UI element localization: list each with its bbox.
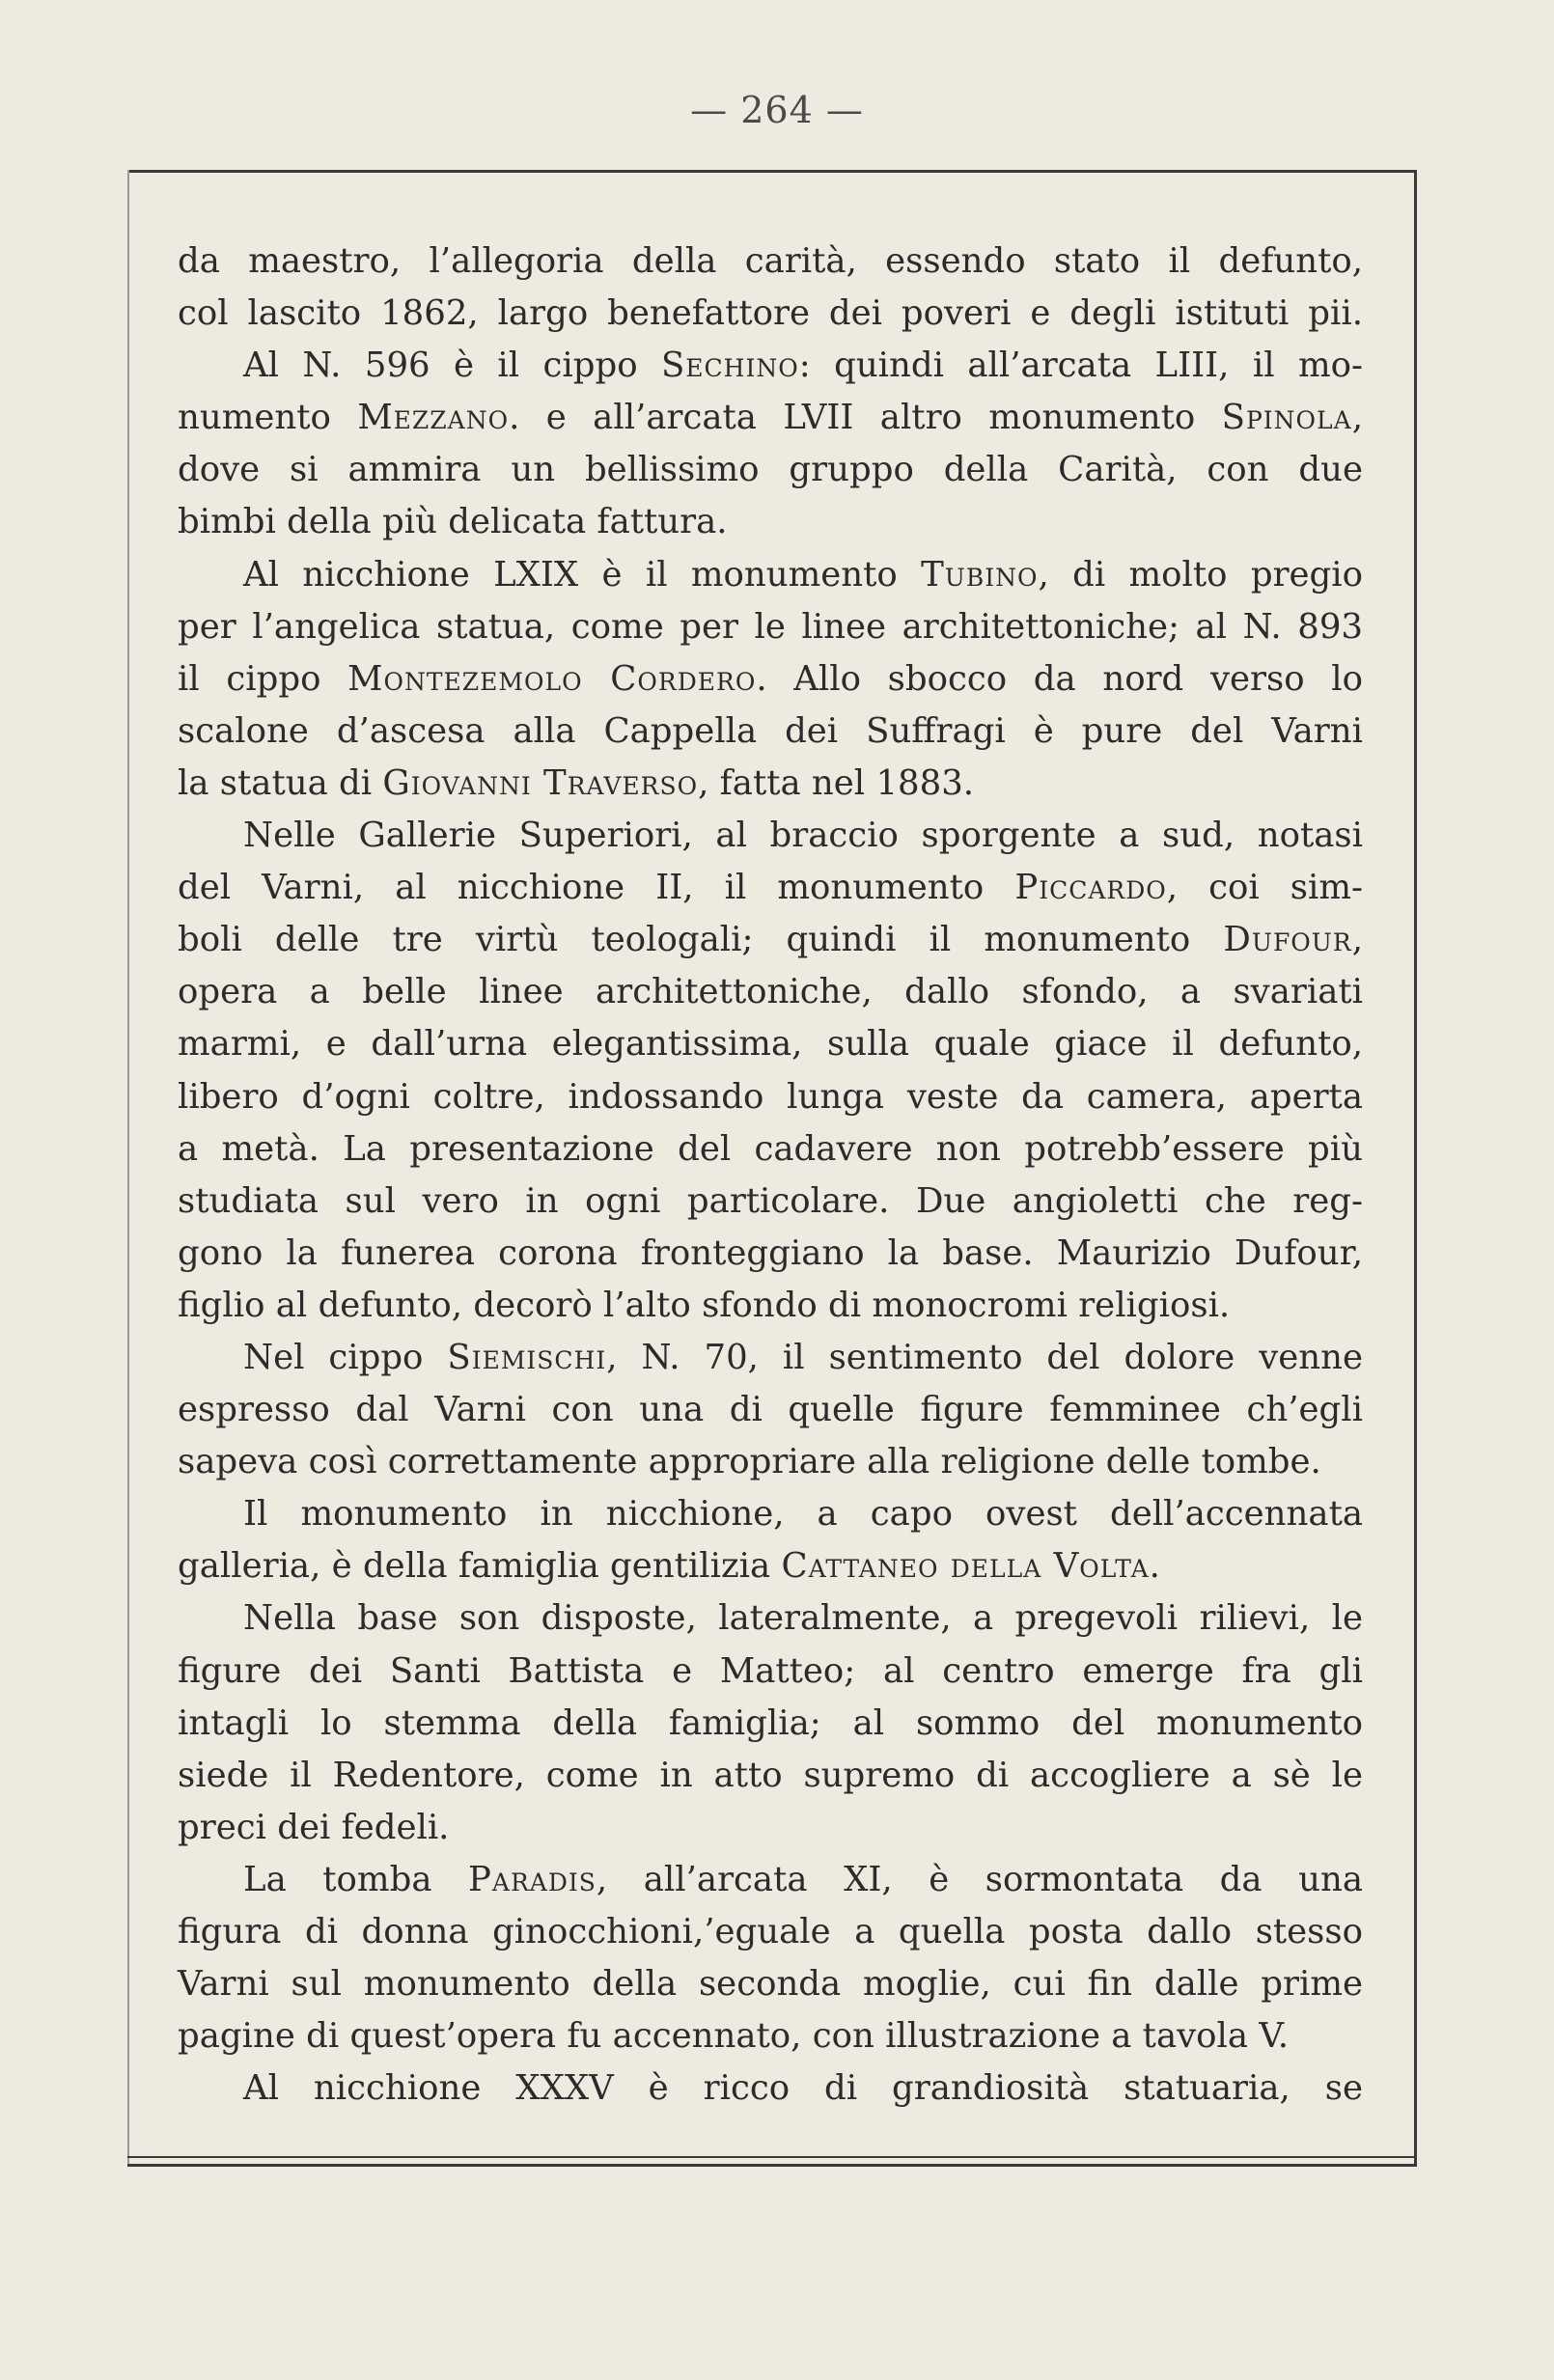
text-line <box>178 966 1363 1018</box>
text-segment: bimbi della più delicata fattura. <box>178 502 728 542</box>
text-segment: studiata sul vero in ogni particolare. Due angioletti che reg- <box>178 1180 1363 1221</box>
text-line <box>178 1436 1363 1488</box>
text-line <box>178 1592 1363 1645</box>
text-segment: scalone d’ascesa alla Cappella dei Suffragi è pure del Varni <box>178 710 1363 751</box>
text-line <box>178 1854 1363 1906</box>
text-segment: , all’arcata XI, è sormontata da una <box>596 1859 1364 1899</box>
text-line <box>178 1488 1363 1540</box>
text-segment: La tomba <box>243 1859 469 1899</box>
text-line <box>178 444 1363 496</box>
text-segment: , di molto pregio <box>1038 554 1363 595</box>
text-segment: : quindi all’arcata LIII, il mo- <box>798 346 1363 386</box>
text-segment: la statua di <box>178 762 383 803</box>
proper-name: Mezzano <box>357 398 510 438</box>
text-line <box>178 1018 1363 1070</box>
text-segment: espresso dal Varni con una di quelle figure femminee ch’egli <box>178 1390 1363 1430</box>
text-segment: , N. 70, il sentimento del dolore venne <box>606 1337 1363 1377</box>
proper-name: Giovanni Traverso <box>382 762 699 803</box>
text-segment: Al nicchione LXIX è il monumento <box>243 554 922 595</box>
text-line <box>178 914 1363 966</box>
proper-name: Montezemolo Cordero <box>347 658 757 699</box>
text-line <box>178 810 1363 862</box>
text-segment: opera a belle linee architettoniche, dallo sfondo, a svariati <box>178 972 1363 1012</box>
text-segment: Al N. 596 è il cippo <box>243 346 661 386</box>
page-number: — 264 — <box>690 89 864 131</box>
text-segment: . Allo sbocco da nord verso lo <box>756 658 1363 699</box>
text-segment: , <box>1351 398 1363 438</box>
text-line <box>178 1698 1363 1750</box>
text-segment: siede il Redentore, come in atto supremo di accogliere a sè le <box>178 1755 1363 1795</box>
body-text <box>178 235 1363 2115</box>
text-line <box>178 1540 1363 1592</box>
text-line <box>178 340 1363 392</box>
text-segment: Nella base son disposte, lateralmente, a pregevoli rilievi, le <box>243 1598 1363 1639</box>
text-line <box>178 1123 1363 1176</box>
text-line <box>178 1071 1363 1123</box>
text-segment: preci dei fedeli. <box>178 1807 450 1847</box>
proper-name: Paradis <box>468 1859 597 1899</box>
text-segment: Il monumento in nicchione, a capo ovest dell’accennata <box>243 1494 1363 1535</box>
frame-bottom-rule-double <box>127 2164 1417 2167</box>
proper-name: Sechino <box>660 346 799 386</box>
text-segment: . e all’arcata LVII altro monumento <box>509 398 1222 438</box>
proper-name: Spinola <box>1221 398 1352 438</box>
text-line <box>178 1176 1363 1228</box>
text-segment: del Varni, al nicchione II, il monumento <box>178 868 1015 908</box>
text-line <box>178 496 1363 548</box>
text-segment: . <box>1149 1546 1160 1587</box>
text-segment: galleria, è della famiglia gentilizia <box>178 1546 782 1587</box>
text-line <box>178 2062 1363 2115</box>
text-line <box>178 1958 1363 2010</box>
text-segment: Al nicchione XXXV è ricco di grandiosità statuaria, se <box>243 2068 1363 2109</box>
text-segment: intagli lo stemma della famiglia; al sommo del monumento <box>178 1702 1363 1743</box>
text-line <box>178 862 1363 914</box>
text-segment: da maestro, l’allegoria della carità, essendo stato il defunto, <box>178 241 1363 281</box>
text-segment: a metà. La presentazione del cadavere non potrebb’essere più <box>178 1128 1363 1169</box>
text-segment: per l’angelica statua, come per le linee architettoniche; al N. 893 <box>178 606 1363 647</box>
text-segment: Nel cippo <box>243 1337 448 1377</box>
text-line <box>178 392 1363 444</box>
text-segment: pagine di quest’opera fu accennato, con illustrazione a tavola V. <box>178 2016 1290 2057</box>
frame-bottom-rule <box>127 2156 1417 2158</box>
text-segment: il cippo <box>178 658 348 699</box>
text-segment: , coi sim- <box>1166 868 1363 908</box>
text-segment: sapeva così correttamente appropriare alla religione delle tombe. <box>178 1442 1321 1482</box>
frame-right-rule <box>1414 170 1417 2166</box>
text-line <box>178 2010 1363 2062</box>
text-line <box>178 758 1363 810</box>
text-line <box>178 706 1363 758</box>
text-line <box>178 1228 1363 1280</box>
text-segment: Nelle Gallerie Superiori, al braccio sporgente a sud, notasi <box>243 816 1363 856</box>
text-line <box>178 288 1363 340</box>
text-line <box>178 601 1363 653</box>
text-segment: figure dei Santi Battista e Matteo; al centro emerge fra gli <box>178 1650 1363 1691</box>
text-segment: , fatta nel 1883. <box>698 762 975 803</box>
text-line <box>178 235 1363 288</box>
text-segment: boli delle tre virtù teologali; quindi il monumento <box>178 920 1224 960</box>
text-line <box>178 1646 1363 1698</box>
frame-top-rule <box>127 170 1417 173</box>
text-line <box>178 1802 1363 1854</box>
proper-name: Piccardo <box>1014 868 1167 908</box>
text-segment: figura di donna ginocchioni,’eguale a quella posta dallo stesso <box>178 1912 1363 1951</box>
frame-left-rule <box>127 170 129 2166</box>
proper-name: Tubino <box>921 554 1039 595</box>
text-line <box>178 1332 1363 1384</box>
text-segment: numento <box>178 398 358 438</box>
proper-name: Dufour <box>1223 920 1352 960</box>
text-segment: libero d’ogni coltre, indossando lunga veste da camera, aperta <box>178 1076 1363 1117</box>
text-line <box>178 1280 1363 1332</box>
text-segment: dove si ammira un bellissimo gruppo della Carità, con due <box>178 450 1363 490</box>
text-line <box>178 1906 1363 1958</box>
text-segment: col lascito 1862, largo benefattore dei poveri e degli istituti pii. <box>178 293 1363 334</box>
text-line <box>178 653 1363 706</box>
text-segment: gono la funerea corona fronteggiano la base. Maurizio Dufour, <box>178 1232 1363 1273</box>
text-segment: figlio al defunto, decorò l’alto sfondo di monocromi religiosi. <box>178 1285 1231 1325</box>
text-segment: marmi, e dall’urna elegantissima, sulla quale giace il defunto, <box>178 1024 1363 1065</box>
text-line <box>178 1750 1363 1802</box>
text-segment: Varni sul monumento della seconda moglie, cui fin dalle prime <box>178 1964 1363 2005</box>
text-segment: , <box>1351 920 1363 960</box>
proper-name: Cattaneo della Volta <box>781 1546 1150 1587</box>
proper-name: Siemischi <box>447 1337 607 1377</box>
text-line <box>178 549 1363 601</box>
text-line <box>178 1384 1363 1436</box>
